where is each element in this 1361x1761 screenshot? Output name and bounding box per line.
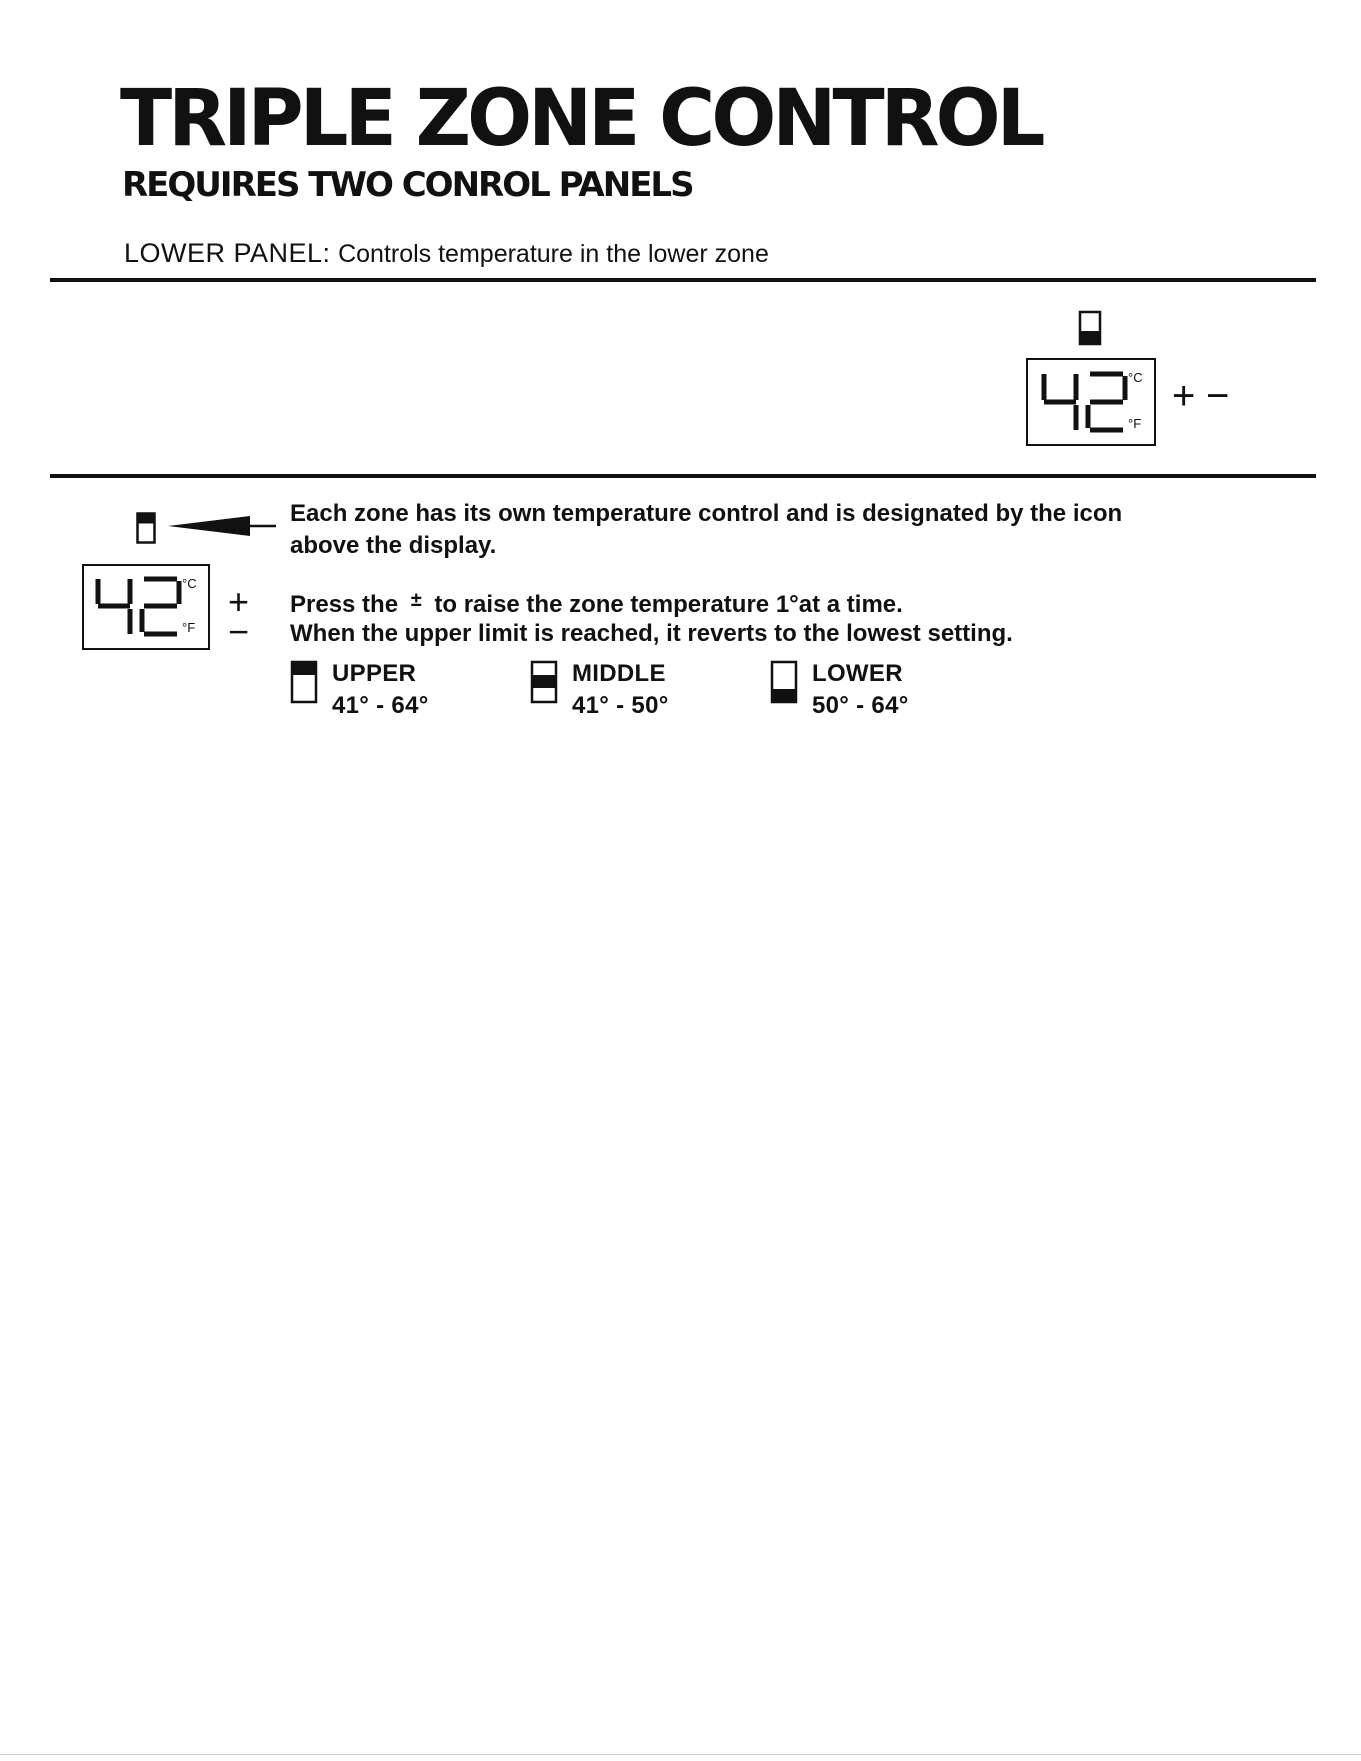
zone-range-lower: 50° - 64° xyxy=(812,692,909,719)
plus-minus-icon: ± xyxy=(410,589,422,611)
instruction-line-1: Each zone has its own temperature control and is designated by the icon xyxy=(290,500,1123,527)
bottom-divider xyxy=(50,474,1316,478)
fahrenheit-unit: °F xyxy=(1128,416,1142,431)
instruction-line-2: above the display. xyxy=(290,532,497,559)
zone-name-lower: LOWER xyxy=(812,660,903,687)
lower-panel-display xyxy=(1026,358,1156,446)
example-fahrenheit-unit: °F xyxy=(182,620,196,635)
example-celsius-unit: °C xyxy=(182,576,197,591)
page-footer-line xyxy=(0,1754,1361,1755)
lower-panel-heading xyxy=(124,240,769,267)
zone-range-middle: 41° - 50° xyxy=(572,692,669,719)
lower-panel-label: LOWER PANEL: xyxy=(124,238,331,268)
page-subtitle: REQUIRES TWO CONROL PANELS xyxy=(122,165,693,205)
top-divider xyxy=(50,278,1316,282)
minus-button[interactable]: − xyxy=(1206,374,1230,418)
pointer-arrow-icon xyxy=(168,512,278,540)
lower-panel-description: Controls temperature in the lower zone xyxy=(338,240,769,268)
lower-zone-icon-legend xyxy=(770,660,798,704)
zone-name-upper: UPPER xyxy=(332,660,417,687)
instruction-raise-text: to raise the zone temperature 1°at a time. xyxy=(434,591,903,618)
example-minus-button[interactable]: − xyxy=(228,611,250,652)
upper-zone-icon-example xyxy=(136,512,156,544)
zone-name-middle: MIDDLE xyxy=(572,660,666,687)
example-plus-button[interactable]: + xyxy=(228,581,250,622)
plus-button[interactable]: + xyxy=(1172,374,1196,418)
instruction-press-text: Press the xyxy=(290,591,399,618)
upper-zone-icon xyxy=(290,660,318,704)
instruction-line-4: When the upper limit is reached, it reverts to the lowest setting. xyxy=(290,620,1013,647)
page-title: TRIPLE ZONE CONTROL xyxy=(120,74,1042,164)
zone-range-upper: 41° - 64° xyxy=(332,692,429,719)
instruction-line-3 xyxy=(290,590,903,617)
example-display xyxy=(82,564,210,650)
middle-zone-icon xyxy=(530,660,558,704)
celsius-unit: °C xyxy=(1128,370,1143,385)
lower-zone-icon xyxy=(1078,310,1102,346)
